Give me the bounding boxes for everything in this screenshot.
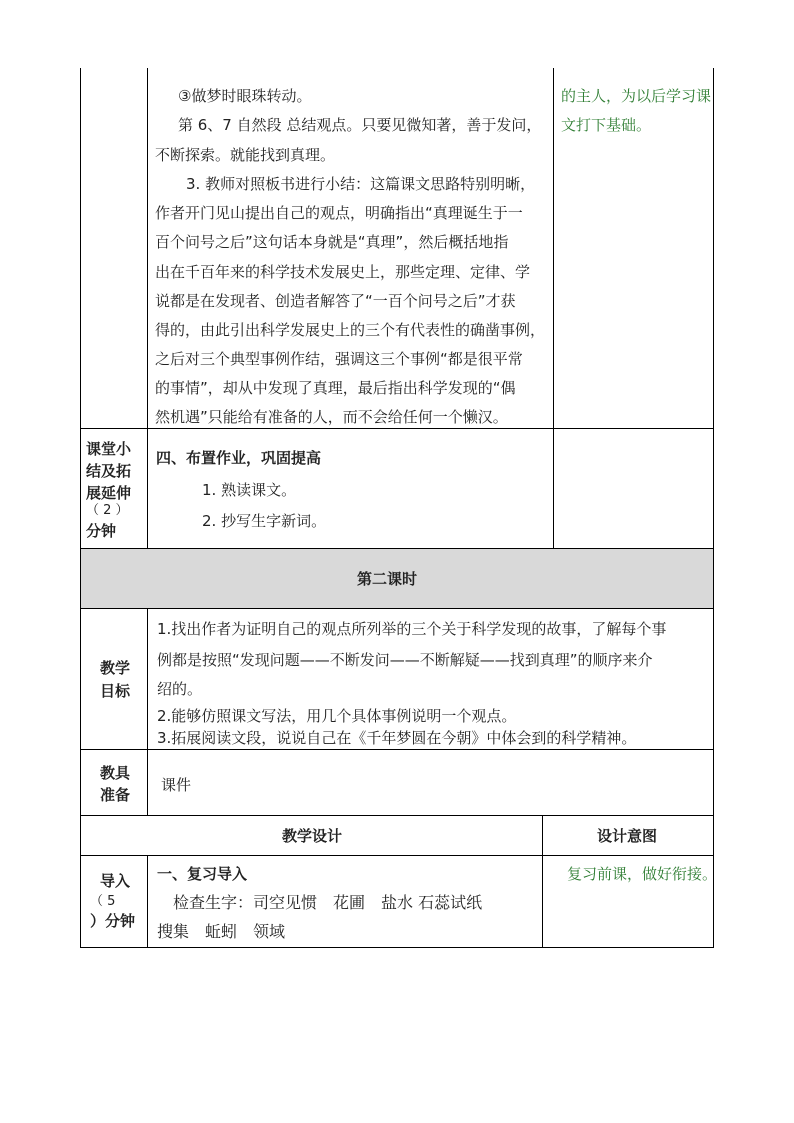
- table-border: [713, 68, 714, 549]
- body-line: 不断探索。就能找到真理。: [155, 146, 336, 164]
- body-line: 然机遇”只能给有准备的人，而不会给任何一个懒汉。: [155, 408, 508, 426]
- row-label: ）分钟: [90, 912, 136, 930]
- column-header-intent: 设计意图: [597, 827, 658, 845]
- row-label: 教学: [100, 659, 131, 677]
- row-label: 准备: [100, 786, 131, 804]
- row-label: 展延伸: [86, 484, 132, 502]
- table-border: [80, 428, 714, 429]
- row-label: 结及拓: [86, 462, 132, 480]
- table-border: [80, 855, 714, 856]
- table-border: [80, 815, 714, 816]
- goal-line: 绍的。: [157, 680, 203, 698]
- body-line: 作者开门见山提出自己的观点，明确指出“真理诞生于一: [155, 204, 523, 222]
- lesson2-title: 第二课时: [357, 570, 418, 588]
- goal-line: 1.找出作者为证明自己的观点所列举的三个关于科学发现的故事，了解每个事: [157, 620, 667, 638]
- table-border: [147, 608, 148, 815]
- table-border: [80, 68, 81, 549]
- design-intent: 文打下基础。: [561, 116, 652, 134]
- row-label: （ 5: [90, 894, 116, 909]
- goal-line: 3.拓展阅读文段，说说自己在《千年梦圆在今朝》中体会到的科学精神。: [157, 729, 637, 747]
- column-header-design: 教学设计: [282, 827, 343, 845]
- table-border: [147, 855, 148, 947]
- intro-line: 搜集 蚯蚓 领域: [157, 922, 286, 941]
- body-line: 百个问号之后”这句话本身就是“真理”，然后概括地指: [155, 233, 509, 251]
- row-label: 目标: [100, 682, 131, 700]
- table-border: [80, 548, 714, 549]
- intro-line: 检查生字：司空见惯 花圃 盐水 石蕊试纸: [173, 893, 483, 912]
- design-intent: 复习前课，做好衔接。: [567, 865, 718, 883]
- list-item: 1. 熟读课文。: [202, 481, 297, 499]
- table-border: [147, 68, 148, 549]
- design-intent: 的主人，为以后学习课: [561, 87, 712, 105]
- row-label: 课堂小: [86, 440, 132, 458]
- body-line: 之后对三个典型事例作结，强调这三个事例“都是很平常: [155, 350, 523, 368]
- body-line: ③做梦时眼珠转动。: [178, 87, 312, 105]
- body-line: 说都是在发现者、创造者解答了“一百个问号之后”才获: [155, 292, 516, 310]
- body-line: 第 6、7 自然段 总结观点。只要见微知著，善于发问，: [178, 116, 542, 134]
- row-label: （ 2 ）: [86, 503, 129, 518]
- table-border: [80, 947, 714, 948]
- body-line: 出在千百年来的科学技术发展史上，那些定理、定律、学: [155, 263, 531, 281]
- table-border: [80, 608, 714, 609]
- tools-value: 课件: [161, 776, 192, 794]
- row-label: 教具: [100, 764, 131, 782]
- table-border: [542, 815, 543, 947]
- section-heading: 一、复习导入: [157, 865, 248, 883]
- table-border: [553, 68, 554, 549]
- row-label: 导入: [100, 872, 131, 890]
- table-border: [80, 749, 714, 750]
- section-heading: 四、布置作业，巩固提高: [156, 449, 322, 467]
- body-line: 3. 教师对照板书进行小结：这篇课文思路特别明晰，: [186, 175, 536, 193]
- body-line: 得的，由此引出科学发展史上的三个有代表性的确凿事例，: [155, 321, 546, 339]
- list-item: 2. 抄写生字新词。: [202, 512, 327, 530]
- row-label: 分钟: [86, 522, 117, 540]
- goal-line: 例都是按照“发现问题——不断发问——不断解疑——找到真理”的顺序来介: [157, 651, 653, 669]
- body-line: 的事情”，却从中发现了真理，最后指出科学发现的“偶: [155, 379, 516, 397]
- goal-line: 2.能够仿照课文写法，用几个具体事例说明一个观点。: [157, 707, 517, 725]
